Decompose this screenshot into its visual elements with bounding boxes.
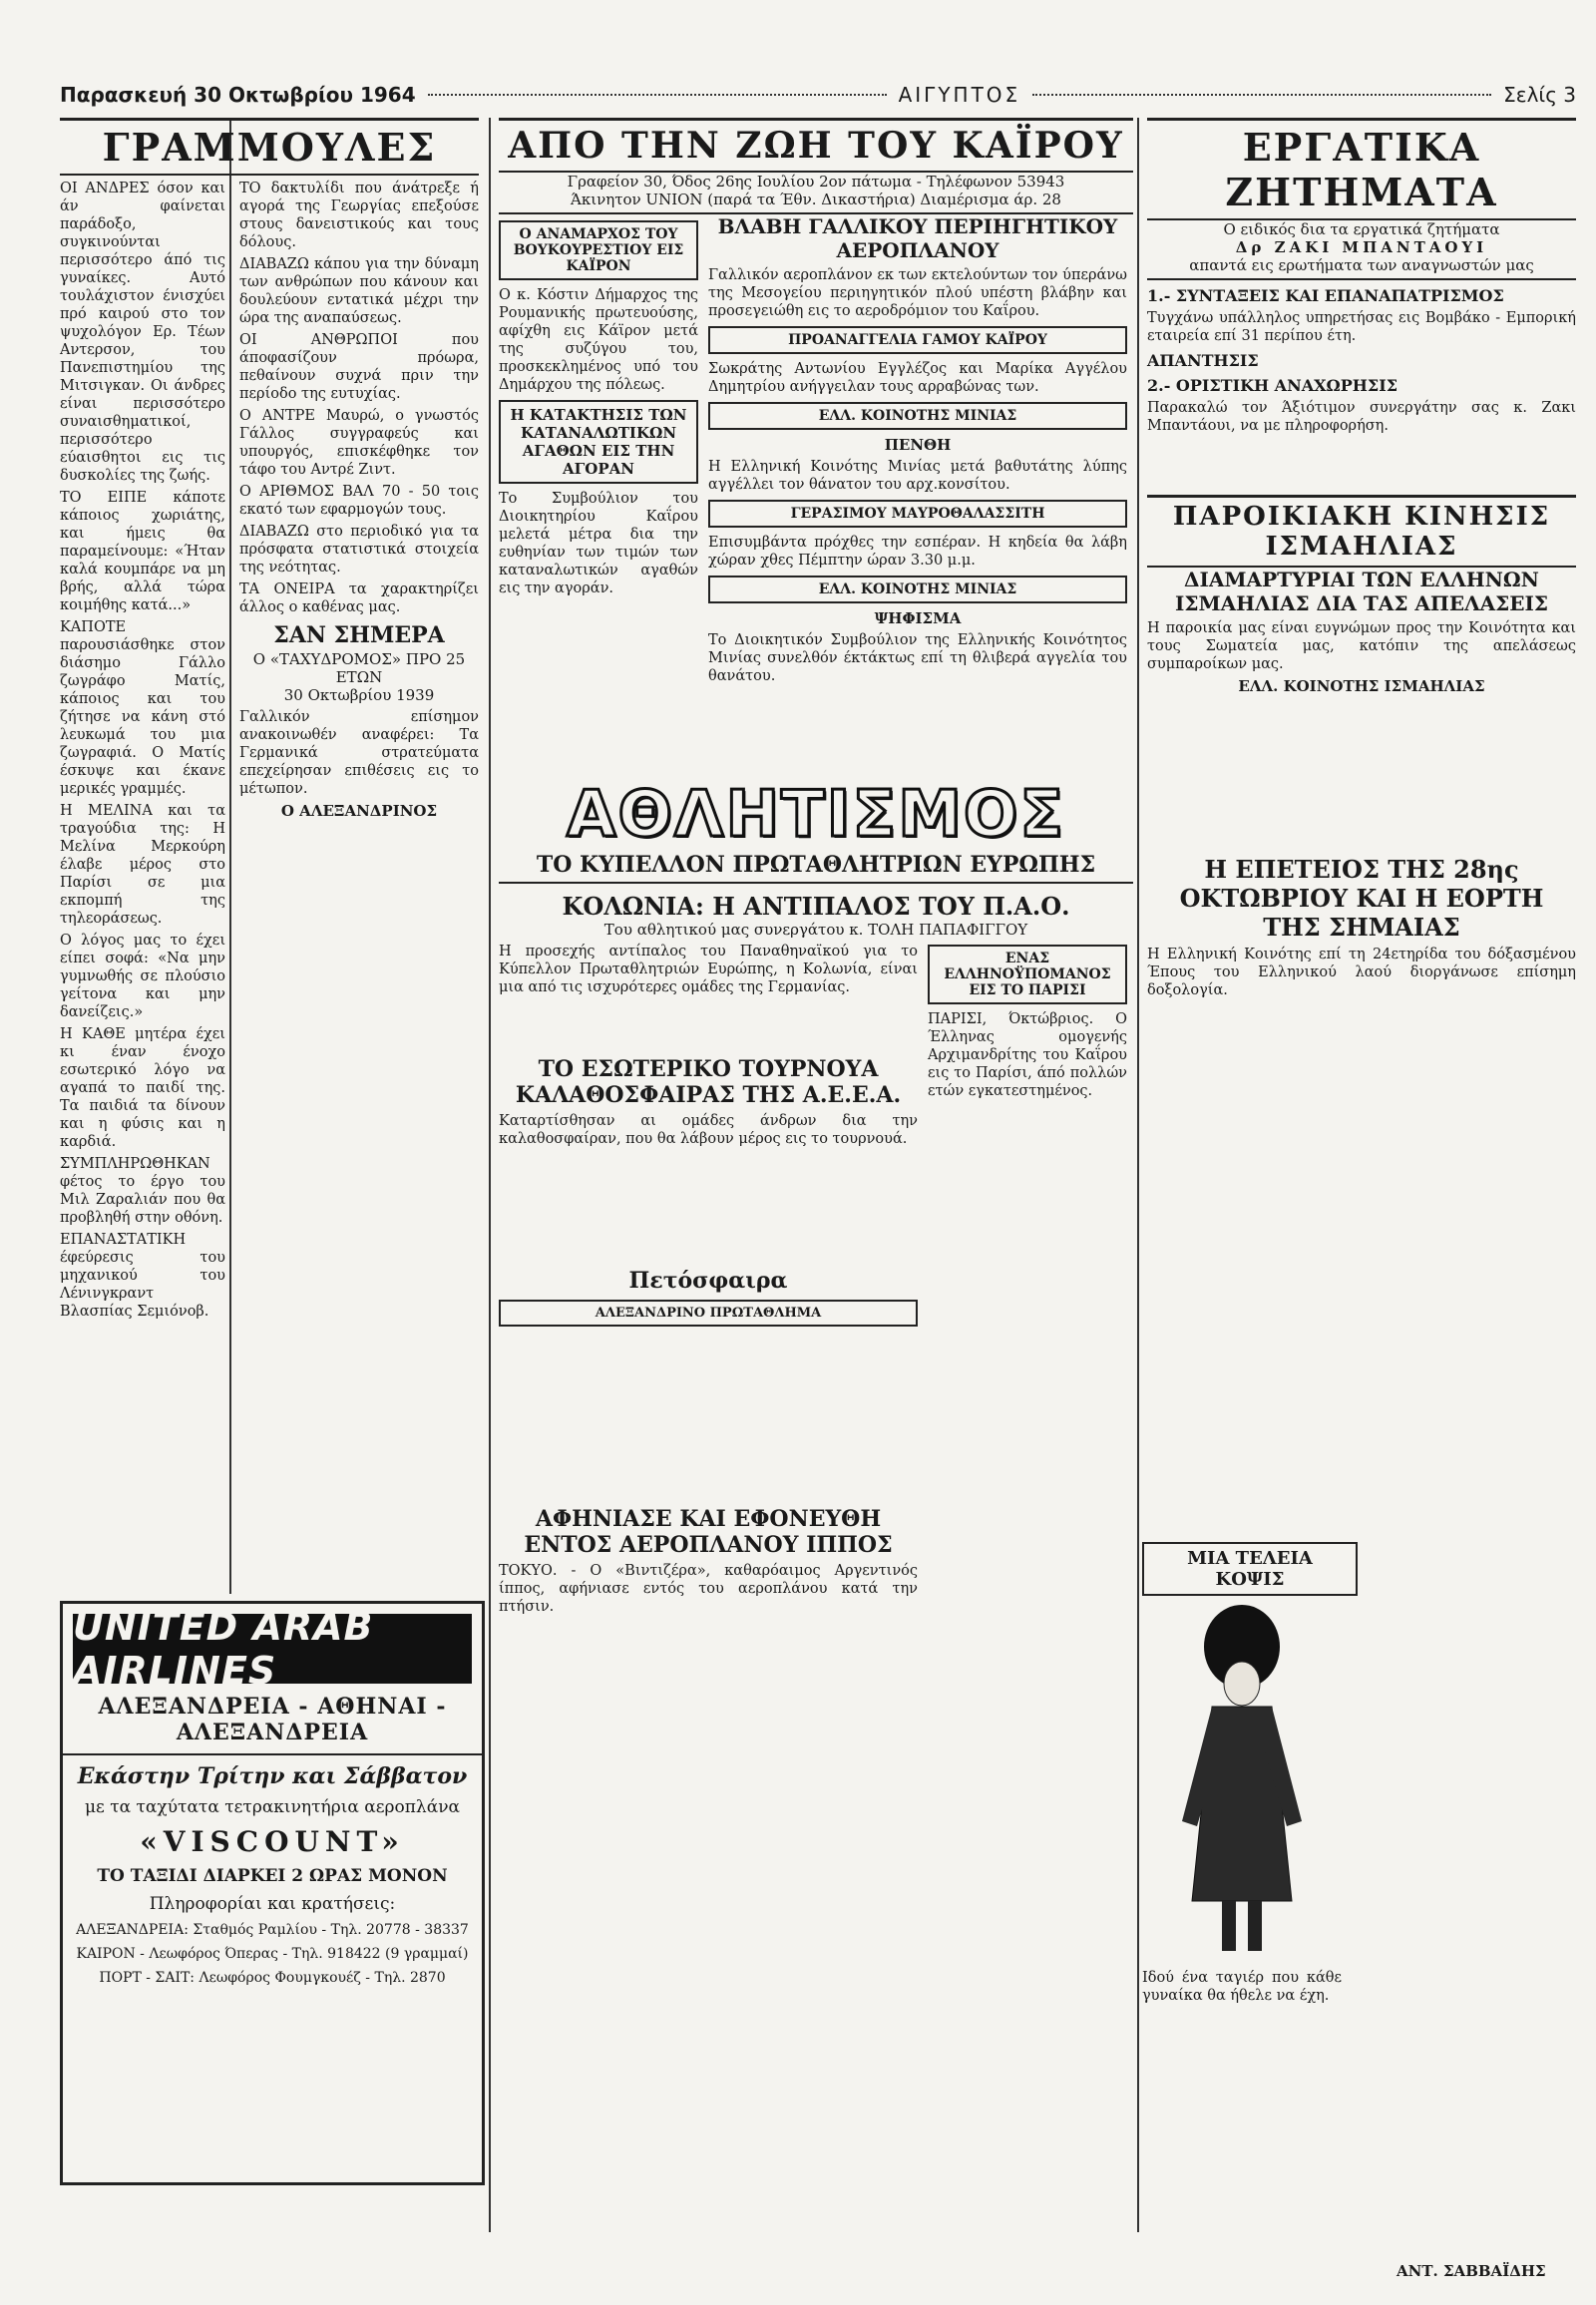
san-simera-title: ΣΑΝ ΣΗΜΕΡΑ [273, 622, 445, 648]
ad-schedule: Εκάστην Τρίτην και Σάββατον [77, 1763, 468, 1789]
volley-sub: ΑΛΕΞΑΝΔΡΙΝΟ ΠΡΩΤΑΘΛΗΜΑ [499, 1300, 918, 1327]
paragraph: Ο ΑΝΤΡΕ Μαυρώ, ο γνωστός Γάλλος συγγραφεύς και υπουργός, επισκέφθηκε τον τάφο του Αντρέ Ζιντ. [239, 408, 479, 478]
masthead [60, 80, 1576, 110]
paragraph: ΣΥΜΠΛΗΡΩΘΗΚΑΝ φέτος το έργο του Μιλ Ζαραλιάν που θα προβληθή στην οθόνη. [60, 1156, 225, 1226]
article-title: ΕΛΛ. ΚΟΙΝΟΤΗΣ ΜΙΝΙΑΣ [708, 576, 1127, 603]
divider [63, 1753, 482, 1755]
paragraph: ΤΑ ΟΝΕΙΡΑ τα χαρακτηρίζει άλλος ο καθένας μας. [239, 581, 479, 615]
paragraph: Ο κ. Κόστιν Δήμαρχος της Ρουμανικής πρωτευούσης, αφίχθη εις Κάϊρον μετά της συζύγου του, προσκεκλημένος υπό του Δημάρχου της πόλεως. [499, 287, 698, 393]
article-title: ΕΛΛ. ΚΟΙΝΟΤΗΣ ΜΙΝΙΑΣ [708, 402, 1127, 430]
airline-logo: UNITED ARAB AIRLINES [73, 1614, 472, 1684]
sub-column [60, 176, 225, 1325]
column-rule [1137, 118, 1139, 2232]
sub-column [499, 214, 698, 689]
paragraph: ΤΟ ΕΙΠΕ κάποτε κάποιος χωριάτης, και ήμεις θα παραμείνουμε: «Ήταν καλά κουμπάρε να μη βρής, αλλά τώρα κοιμήθης κατά...» [60, 490, 225, 613]
intro-line: απαντά εις ερωτήματα των αναγνωστών μας [1147, 256, 1576, 280]
question-title: 2.- ΟΡΙΣΤΙΚΗ ΑΝΑΧΩΡΗΣΙΣ [1147, 376, 1398, 395]
paragraph: ΕΠΑΝΑΣΤΑΤΙΚΗ έφεύρεσις του μηχανικού του Λένινγκραντ Βλασπίας Σεμιόνοβ. [60, 1232, 225, 1320]
san-simera-date: 30 Οκτωβρίου 1939 [283, 686, 435, 704]
paragraph: Η προσεχής αντίπαλος του Παναθηναϊκού για το Κύπελλον Πρωταθλητριών Ευρώπης, η Κολωνία, είναι μια από τις ισχυρότερες ομάδες της Γερμανίας. [499, 944, 918, 995]
paragraph: ΟΙ ΑΝΔΡΕΣ όσον και άν φαίνεται παράδοξο, συγκινούνται περισσότερο άπό τις γυναίκες. Αυτό τουλάχιστον ένισχύει πρό καιρού στο τον ψυχολόγον Ερ. Τέων Αντερσον, του Πανεπιστημίου της Μιτσιγκαν. Οι άνδρες είναι περισσότερο συναισθηματικοί, περισσότερο εύαισθητοι εις τις δυσκολίες της ζωής. [60, 181, 225, 484]
sports-sub: ΤΟ ΚΥΠΕΛΛΟΝ ΠΡΩΤΑΘΛΗΤΡΙΩΝ ΕΥΡΩΠΗΣ [499, 852, 1133, 884]
dotted-rule [428, 94, 887, 96]
paragraph: Η ΜΕΛΙΝΑ και τα τραγούδια της: Η Μελίνα Μερκούρη έλαβε μέρος στο Παρίσι σε μια εκπομπή της τηλεοράσεως. [60, 803, 225, 927]
question-title: 1.- ΣΥΝΤΑΞΕΙΣ ΚΑΙ ΕΠΑΝΑΠΑΤΡΙΣΜΟΣ [1147, 286, 1504, 305]
date-line: Παρασκευή 30 Οκτωβρίου 1964 [60, 83, 416, 107]
sub-column [499, 939, 918, 1620]
fashion-caption: Ιδού ένα ταγιέρ που κάθε γυναίκα θα ήθελε να έχη. [1142, 1970, 1342, 2004]
sports-section [499, 778, 1133, 1620]
article-sub: ΠΕΝΘΗ [884, 436, 952, 454]
paragraph: Ο λόγος μας το έχει είπει σοφά: «Να μην γυμνωθής σε πλούσιο γείτονα και μην δανείζεις.» [60, 933, 225, 1020]
column-title: ΕΡΓΑΤΙΚΑ ΖΗΤΗΜΑΤΑ [1147, 118, 1576, 220]
article-title: ΑΦΗΝΙΑΣΕ ΚΑΙ ΕΦΟΝΕΥΘΗ ΕΝΤΟΣ ΑΕΡΟΠΛΑΝΟΥ ΙΠΠΟΣ [524, 1506, 893, 1558]
paragraph: Το Διοικητικόν Συμβούλιον της Ελληνικής Κοινότητος Μινίας συνελθόν έκτάκτως επί τη θλιβερά αγγελία του θανάτου. [708, 632, 1127, 684]
paragraph: Η Ελληνική Κοινότης Μινίας μετά βαθυτάτης λύπης αγγέλλει τον θάνατον του αρχ.κονσίτου. [708, 459, 1127, 493]
paragraph: ΔΙΑΒΑΖΩ στο περιοδικό για τα πρόσφατα στατιστικά στοιχεία της νεότητας. [239, 524, 479, 576]
airline-advertisement [60, 1601, 485, 2185]
offices-line: Άκινητον UNION (παρά τα Έθν. Δικαστήρια) Διαμέρισμα άρ. 28 [499, 191, 1133, 214]
ad-alex: ΑΛΕΞΑΝΔΡΕΙΑ: Σταθμός Ραμλίου - Τηλ. 20778 - 38337 [76, 1922, 469, 1938]
paragraph: ΠΑΡΙΣΙ, Όκτώβριος. Ο Έλληνας ομογενής Αρχιμανδρίτης του Καΐρου εις το Παρίσι, άπό πολλών ετών εγκατεστημένος. [928, 1011, 1127, 1099]
volley-title: Πετόσφαιρα [628, 1268, 788, 1294]
column-labor [1147, 118, 1576, 1003]
paragraph: ΟΙ ΑΝΘΡΩΠΟΙ που άποφασίζουν πρόωρα, πεθαίνουν συχνά πριν την περίοδο της ευτυχίας. [239, 332, 479, 402]
paragraph: Η παροικία μας είναι ευγνώμων προς την Κοινότητα και τους Σωματεία μας, κατόπιν της απελάσεως συμπαροίκων μας. [1147, 620, 1576, 672]
article-sub: ΨΗΦΙΣΜΑ [874, 609, 962, 627]
paragraph: Γαλλικόν αεροπλάνον εκ των εκτελούντων τον ύπεράνω της Μεσογείου περιηγητικόν πλού υπέστη βλάβην και προσεγειώθη εις το αεροδρόμιον του Καΐρου. [708, 267, 1127, 319]
paragraph: Γαλλικόν επίσημον ανακοινωθέν αναφέρει: Τα Γερμανικά στρατεύματα επεχείρησαν επιθέσεις εις το μέτωπον. [239, 709, 479, 797]
column-title: ΑΠΟ ΤΗΝ ΖΩΗ ΤΟΥ ΚΑΪΡΟΥ [499, 118, 1133, 173]
column-grammoules [60, 118, 479, 1325]
page-label: Σελίς 3 [1503, 83, 1577, 107]
sports-byline: Του αθλητικού μας συνεργάτου κ. ΤΟΛΗ ΠΑΠΑΦΙΓΓΟΥ [603, 921, 1028, 939]
paragraph: Το Συμβούλιον του Διοικητηρίου Καΐρου μελετά μέτρα δια την ευθηνίαν των τιμών των καταναλωτικών αγαθών εις την αγοράν. [499, 491, 698, 596]
ad-cairo: ΚΑΙΡΟΝ - Λεωφόρος Όπερας - Τηλ. 918422 (9 γραμμαί) [76, 1946, 469, 1962]
ad-info: Πληροφορίαι και κρατήσεις: [149, 1894, 396, 1914]
san-simera-sub: Ο «ΤΑΧΥΔΡΟΜΟΣ» ΠΡΟ 25 ΕΤΩΝ [252, 650, 466, 686]
answer-label: ΑΠΑΝΤΗΣΙΣ [1147, 351, 1259, 370]
paragraph: ΤΟΚΥΟ. - Ο «Βιντιζέρα», καθαρόαιμος Αργεντινός ίππος, αφήνιασε εντός του αεροπλάνου κατά την πτήσιν. [499, 1563, 918, 1615]
fashion-feature [1142, 1536, 1581, 2004]
paragraph: Ο ΑΡΙΘΜΟΣ ΒΑΛ 70 - 50 τοις εκατό των εφαρμογών τους. [239, 484, 479, 518]
ad-plane-intro: με τα ταχύτατα τετρακινητήρια αεροπλάνα [84, 1797, 461, 1817]
paragraph: Η ΚΑΘΕ μητέρα έχει κι έναν ένοχο εσωτερικό λόγο να αγαπά το παιδί της. Τα παιδιά τα δίνουν και η φύσις και η καρδιά. [60, 1026, 225, 1150]
article-title: ΠΡΟΑΝΑΓΓΕΛΙΑ ΓΑΜΟΥ ΚΑΪΡΟΥ [708, 326, 1127, 354]
ad-port: ΠΟΡΤ - ΣΑΙΤ: Λεωφόρος Φουμγκουέζ - Τηλ. 2870 [99, 1970, 446, 1986]
paper-name: ΑΙΓΥΠΤΟΣ [898, 83, 1021, 107]
article-title: ΕΝΑΣ ΕΛΛΗΝΟΫΠΟΜΑΝΟΣ ΕΙΣ ΤΟ ΠΑΡΙΣΙ [928, 945, 1127, 1004]
paragraph: Σωκράτης Αντωνίου Εγγλέζος και Μαρίκα Αγγέλου Δημητρίου ανήγγειλαν τους αρραβώνας των. [708, 361, 1127, 395]
article-title: Ο ΑΝΑΜΑΡΧΟΣ ΤΟΥ ΒΟΥΚΟΥΡΕΣΤΙΟΥ ΕΙΣ ΚΑΪΡΟΝ [499, 220, 698, 280]
ismailia-head: ΔΙΑΜΑΡΤΥΡΙΑΙ ΤΩΝ ΕΛΛΗΝΩΝ ΙΣΜΑΗΛΙΑΣ ΔΙΑ ΤΑΣ ΑΠΕΛΑΣΕΙΣ [1175, 568, 1548, 615]
paragraph: Επισυμβάντα πρόχθες την εσπέραν. Η κηδεία θα λάβη χώραν χθες Πέμπτην ώραν 3.30 μ.μ. [708, 535, 1127, 569]
paragraph: Καταρτίσθησαν αι ομάδες άνδρων δια την καλαθοσφαίραν, που θα λάβουν μέρος εις το τουρνουά. [499, 1113, 918, 1147]
fashion-illustration [1142, 1602, 1342, 1961]
ad-plane: «VISCOUNT» [140, 1825, 405, 1858]
paragraph: Η Ελληνική Κοινότης επί τη 24ετηρίδα του δόξασμένου Έπους του Ελληνικού λαού διοργάνωσε επίσημη δοξολογία. [1147, 947, 1576, 998]
ismailia-title: ΠΑΡΟΙΚΙΑΚΗ ΚΙΝΗΣΙΣ ΙΣΜΑΗΛΙΑΣ [1147, 495, 1576, 568]
paragraph: ΤΟ δακτυλίδι που άνάτρεξε ή αγορά της Γεωργίας επεξούσε στους δανειστικούς και τους δόλους. [239, 181, 479, 250]
intro-name: Δρ ΖΑΚΙ ΜΠΑΝΤΑΟΥΙ [1235, 238, 1488, 256]
ad-duration: ΤΟ ΤΑΞΙΔΙ ΔΙΑΡΚΕΙ 2 ΩΡΑΣ ΜΟΝΟΝ [97, 1866, 448, 1886]
sports-title: ΑΘΛΗΤΙΣΜΟΣ [566, 778, 1066, 852]
article-title: Η ΚΑΤΑΚΤΗΣΙΣ ΤΩΝ ΚΑΤΑΝΑΛΩΤΙΚΩΝ ΑΓΑΘΩΝ ΕΙΣ ΤΗΝ ΑΓΟΡΑΝ [499, 400, 698, 484]
fashion-title: ΜΙΑ ΤΕΛΕΙΑ ΚΟΨΙΣ [1142, 1542, 1358, 1596]
sub-column [239, 176, 479, 1325]
sports-head: ΚΟΛΩΝΙΑ: Η ΑΝΤΙΠΑΛΟΣ ΤΟΥ Π.Α.Ο. [562, 892, 1070, 921]
paragraph: Παρακαλώ τον Άξιότιμον συνεργάτην σας κ. Ζακι Μπαντάουι, να με πληροφορήση. [1147, 400, 1576, 434]
signature: ΑΝΤ. ΣΑΒΒΑΪΔΗΣ [1396, 2262, 1546, 2280]
column-rule [489, 118, 491, 2232]
article-title: ΒΛΑΒΗ ΓΑΛΛΙΚΟΥ ΠΕΡΙΗΓΗΤΙΚΟΥ ΑΕΡΟΠΛΑΝΟΥ [717, 214, 1118, 262]
column-cairo-life [499, 118, 1133, 689]
paragraph: Τυγχάνω υπάλληλος υπηρετήσας εις Βομβάκο - Εμπορική εταιρεία επί 31 περίπου έτη. [1147, 310, 1576, 344]
ismailia-sign: ΕΛΛ. ΚΟΙΝΟΤΗΣ ΙΣΜΑΗΛΙΑΣ [1238, 677, 1485, 695]
article-title: ΤΟ ΕΣΩΤΕΡΙΚΟ ΤΟΥΡΝΟΥΑ ΚΑΛΑΘΟΣΦΑΙΡΑΣ ΤΗΣ Α.Ε.Ε.Α. [515, 1056, 902, 1108]
offices-line: Γραφείον 30, Όδος 26ης Ιουλίου 2ον πάτωμα - Τηλέφωνον 53943 [567, 173, 1065, 191]
column-title: ΓΡΑΜΜΟΥΛΕΣ [60, 118, 479, 176]
paragraph: ΔΙΑΒΑΖΩ κάπου για την δύναμη των ανθρώπων που κάνουν και δουλεύουν εντατικά μέχρι την ώρα της αναπαύσεως. [239, 256, 479, 326]
intro-line: Ο ειδικός δια τα εργατικά ζητήματα [1223, 220, 1500, 238]
paragraph: ΚΑΠΟΤΕ παρουσιάσθηκε στον διάσημο Γάλλο ζωγράφο Ματίς, κάποιος και του ζήτησε να κάνη στό λευκωμά του μια ζωγραφιά. Ο Ματίς έσκυψε και έκανε μερικές γραμμές. [60, 619, 225, 797]
sub-column [708, 214, 1127, 689]
sub-column [928, 939, 1127, 1620]
ad-route: ΑΛΕΞΑΝΔΡΕΙΑ - ΑΘΗΝΑΙ - ΑΛΕΞΑΝΔΡΕΙΑ [98, 1694, 447, 1745]
article-title: ΓΕΡΑΣΙΜΟΥ ΜΑΥΡΟΘΑΛΑΣΣΙΤΗ [708, 500, 1127, 528]
signature: Ο ΑΛΕΞΑΝΔΡΙΝΟΣ [280, 802, 438, 820]
anniversary-title: Η ΕΠΕΤΕΙΟΣ ΤΗΣ 28ης ΟΚΤΩΒΡΙΟΥ ΚΑΙ Η ΕΟΡΤΗ ΤΗΣ ΣΗΜΑΙΑΣ [1179, 855, 1544, 942]
dotted-rule [1032, 94, 1491, 96]
